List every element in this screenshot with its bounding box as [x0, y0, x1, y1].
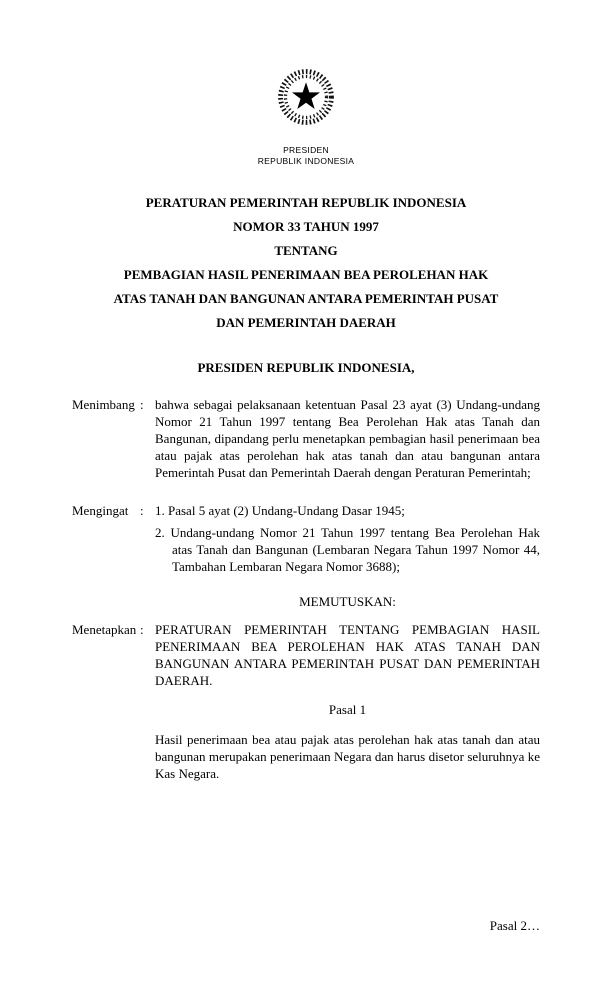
- garuda-star-seal-icon: [265, 56, 347, 138]
- recalling-item-2: 2. Undang-undang Nomor 21 Tahun 1997 tentang Bea Perolehan Hak atas Tanah dan Bangunan (Lembaran Negara Tahun 1997 Nomor 44, Tambahan Lembaran Negara Nomor 3688);: [155, 525, 540, 574]
- title-line-4: PEMBAGIAN HASIL PENERIMAAN BEA PEROLEHAN HAK: [123, 267, 489, 282]
- presidential-seal: [72, 56, 540, 167]
- colon-separator: :: [140, 622, 144, 637]
- colon-separator: :: [140, 397, 144, 412]
- recalling-label: Mengingat: [72, 503, 129, 518]
- title-line-5: ATAS TANAH DAN BANGUNAN ANTARA PEMERINTAH PUSAT: [113, 291, 499, 306]
- decision-heading: MEMUTUSKAN:: [299, 594, 396, 609]
- recalling-item-1: 1. Pasal 5 ayat (2) Undang-Undang Dasar 1945;: [155, 503, 405, 518]
- considering-text: bahwa sebagai pelaksanaan ketentuan Pasal 23 ayat (3) Undang-undang Nomor 21 Tahun 1997 tentang Bea Perolehan Hak atas Tanah dan Bangunan, dipandang perlu menetapkan pembagian hasil penerimaan bea atau pajak atas perolehan hak atas tanah dan atau bangunan antara Pemerintah Pusat dan Pemerintah Daerah dengan Peraturan Pemerintah;: [155, 397, 540, 480]
- considering-section: [72, 396, 540, 481]
- article-1-text: Hasil penerimaan bea atau pajak atas perolehan hak atas tanah dan atau bangunan merupakan penerimaan Negara dan harus disetor seluruhnya ke Kas Negara.: [155, 732, 540, 781]
- recalling-section: [72, 502, 540, 575]
- title-line-2: NOMOR 33 TAHUN 1997: [233, 219, 379, 234]
- article-1-heading: Pasal 1: [328, 702, 367, 717]
- recalling-list: [155, 502, 540, 575]
- considering-label: Menimbang: [72, 397, 135, 412]
- title-line-6: DAN PEMERINTAH DAERAH: [216, 315, 396, 330]
- colon-separator: :: [140, 503, 144, 518]
- title-line-1: PERATURAN PEMERINTAH REPUBLIK INDONESIA: [145, 195, 467, 210]
- page-continuation-marker: Pasal 2…: [489, 918, 540, 933]
- enacting-text: PERATURAN PEMERINTAH TENTANG PEMBAGIAN HASIL PENERIMAAN BEA PEROLEHAN HAK ATAS TANAH DAN BANGUNAN ANTARA PEMERINTAH PUSAT DAN PEMERINTAH DAERAH.: [155, 622, 540, 688]
- seal-caption-line1: PRESIDEN: [283, 145, 329, 155]
- enacting-label: Menetapkan: [72, 622, 137, 637]
- seal-caption-line2: REPUBLIK INDONESIA: [257, 156, 355, 166]
- document-title: [72, 191, 540, 335]
- title-line-3: TENTANG: [274, 243, 338, 258]
- preamble-heading: PRESIDEN REPUBLIK INDONESIA,: [197, 360, 415, 375]
- seal-caption: [72, 145, 540, 167]
- enacting-section: [72, 621, 540, 689]
- star-icon: [292, 82, 320, 109]
